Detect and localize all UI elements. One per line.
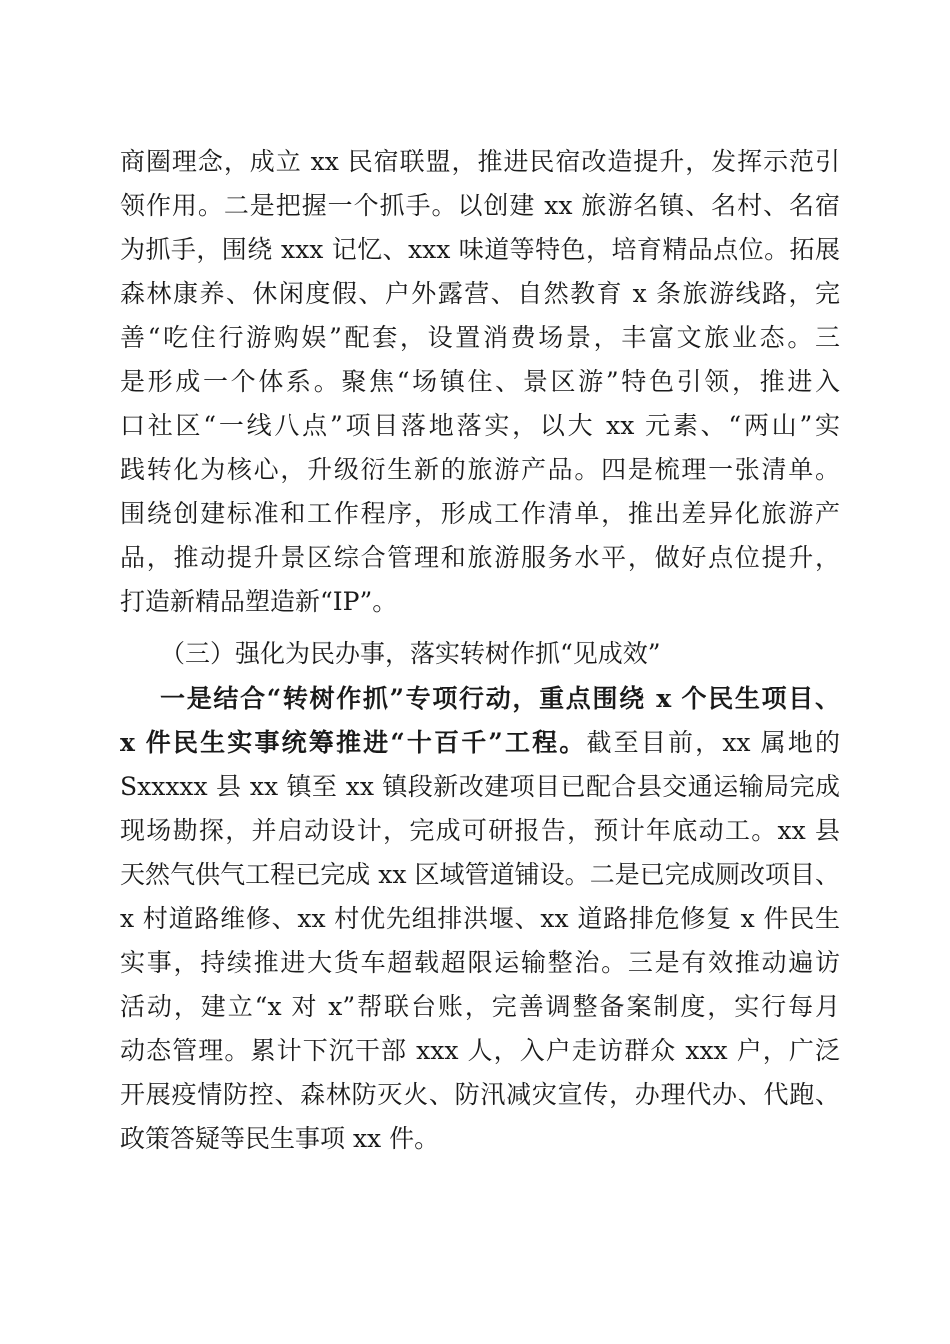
text-line: 政策答疑等民生事项 xx 件。 (120, 1124, 440, 1153)
text-line: 践转化为核心，升级衍生新的旅游产品。四是梳理一张清单。 (120, 455, 840, 484)
text-line: 动态管理。累计下沉干部 xxx 人，入户走访群众 xxx 户，广泛 (120, 1036, 840, 1065)
text-line: 为抓手，围绕 xxx 记忆、xxx 味道等特色，培育精品点位。拓展 (120, 235, 840, 264)
bold-lead-line: 一是结合“转树作抓”专项行动，重点围绕 x 个民生项目、 (160, 684, 840, 713)
section-heading: （三）强化为民办事，落实转树作抓“见成效” (160, 639, 661, 668)
text-line: 品，推动提升景区综合管理和旅游服务水平，做好点位提升， (120, 543, 840, 572)
text-line: 实事，持续推进大货车超载超限运输整治。三是有效推动遍访 (120, 948, 840, 977)
text-line: 商圈理念，成立 xx 民宿联盟，推进民宿改造提升，发挥示范引 (120, 147, 840, 176)
text-line: 现场勘探，并启动设计，完成可研报告，预计年底动工。xx 县 (120, 816, 840, 845)
text-line: 天然气供气工程已完成 xx 区域管道铺设。二是已完成厕改项目、 (120, 860, 840, 889)
text-line: 活动，建立“x 对 x”帮联台账，完善调整备案制度，实行每月 (120, 992, 840, 1021)
text-line: 开展疫情防控、森林防灭火、防汛减灾宣传，办理代办、代跑、 (120, 1080, 840, 1109)
text-span: 截至目前，xx 属地的 (586, 728, 840, 757)
text-line: 善“吃住行游购娱”配套，设置消费场景，丰富文旅业态。三 (120, 323, 840, 352)
text-line: 领作用。二是把握一个抓手。以创建 xx 旅游名镇、名村、名宿 (120, 191, 840, 220)
mixed-text-line (120, 721, 840, 765)
text-line: x 村道路维修、xx 村优先组排洪堰、xx 道路排危修复 x 件民生 (120, 904, 840, 933)
text-line: 是形成一个体系。聚焦“场镇住、景区游”特色引领，推进入 (120, 367, 840, 396)
text-line: 打造新精品塑造新“IP”。 (120, 587, 398, 616)
bold-lead-text: x 件民生实事统筹推进“十百千”工程。 (120, 728, 587, 757)
text-line: 口社区“一线八点”项目落地落实，以大 xx 元素、“两山”实 (120, 411, 840, 440)
text-line: Sxxxxx 县 xx 镇至 xx 镇段新改建项目已配合县交通运输局完成 (120, 772, 840, 801)
text-line: 森林康养、休闲度假、户外露营、自然教育 x 条旅游线路，完 (120, 279, 840, 308)
text-line: 围绕创建标准和工作程序，形成工作清单，推出差异化旅游产 (120, 499, 840, 528)
